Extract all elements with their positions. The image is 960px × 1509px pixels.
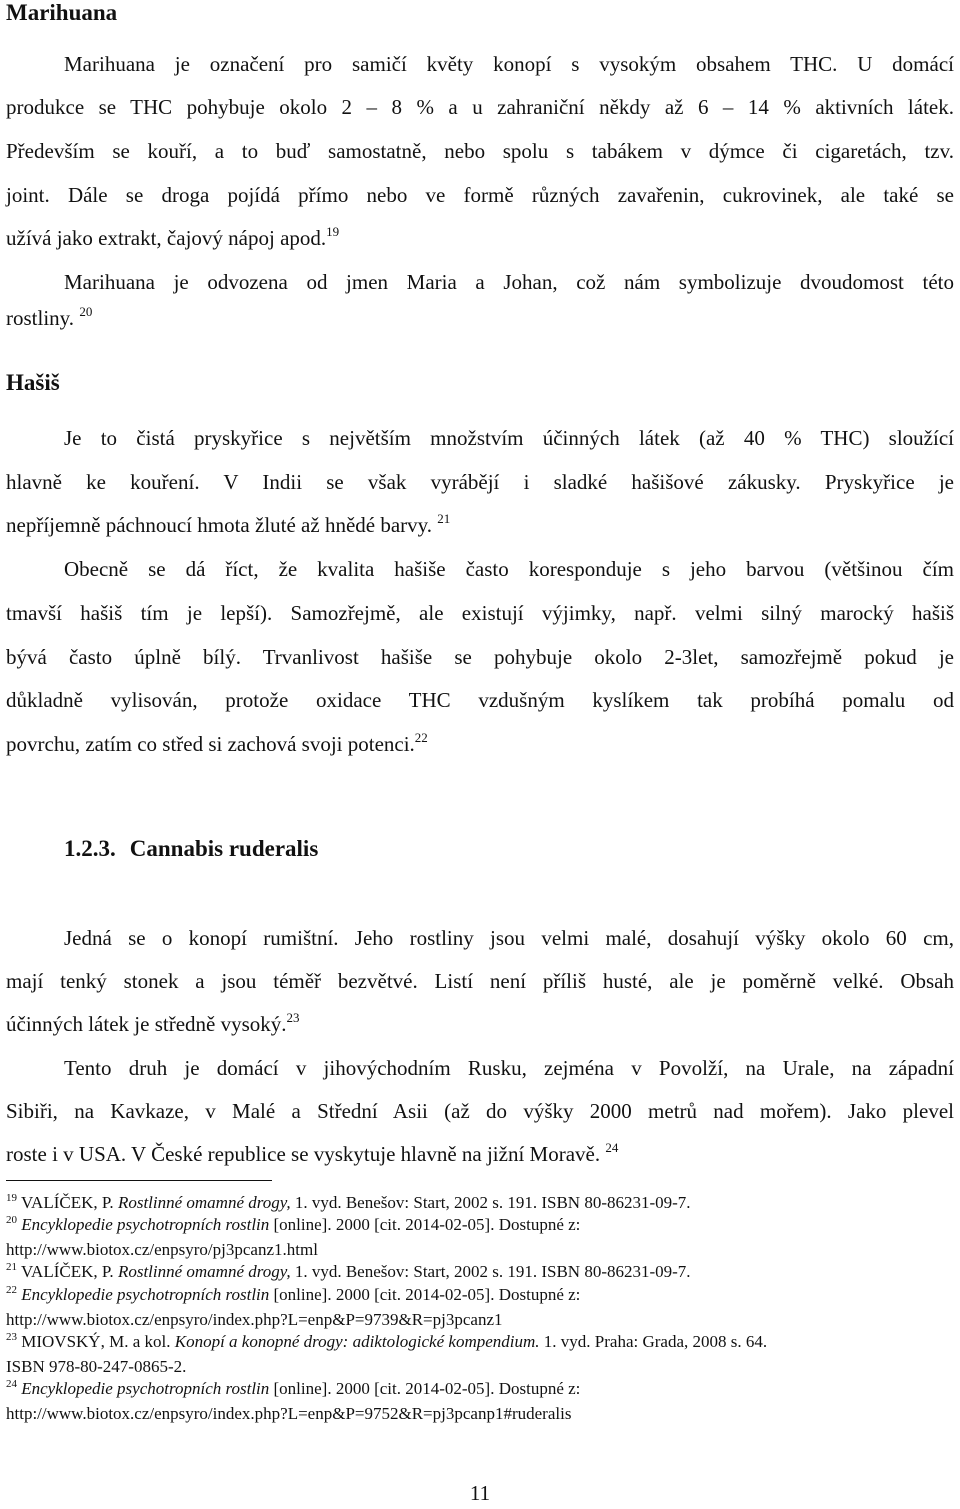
paragraph-line: povrchu, zatím co střed si zachová svoji potenci.$^{22}$ xyxy=(6,730,428,756)
footnote: $^{20}$ Encyklopedie psychotropních rostlin [online]. 2000 [cit. 2014-02-05]. Dostupné z: xyxy=(6,1214,581,1234)
footnote-url[interactable]: http://www.biotox.cz/enpsyro/index.php?L=enp&P=9752&R=pj3pcanp1#ruderalis xyxy=(6,1404,572,1423)
paragraph-line: bývá často úplně bílý. Trvanlivost hašiše se pohybuje okolo 2-3let, samozřejmě pokud je xyxy=(6,645,954,669)
paragraph-line: produkce se THC pohybuje okolo 2 – 8 % a u zahraniční někdy až 6 – 14 % aktivních látek. xyxy=(6,95,954,119)
footnote: $^{22}$ Encyklopedie psychotropních rostlin [online]. 2000 [cit. 2014-02-05]. Dostupné z: xyxy=(6,1284,581,1304)
footnote-separator xyxy=(6,1180,272,1181)
paragraph-line: Marihuana je odvozena od jmen Maria a Johan, což nám symbolizuje dvoudomost této xyxy=(64,270,954,294)
paragraph-line: Obecně se dá říct, že kvalita hašiše často koresponduje s jeho barvou (většinou čím xyxy=(64,557,954,581)
paragraph-line: joint. Dále se droga pojídá přímo nebo ve formě různých zavařenin, cukrovinek, ale také se xyxy=(6,183,954,207)
section-number: 1.2.3. xyxy=(64,836,116,861)
paragraph-line: tmavší hašiš tím je lepší). Samozřejmě, ale existují výjimky, např. velmi silný marocký hašiš xyxy=(6,601,954,625)
paragraph-line: Je to čistá pryskyřice s největším množstvím účinných látek (až 40 % THC) sloužící xyxy=(64,426,954,450)
section-heading-hasis: Hašiš xyxy=(6,370,60,395)
paragraph-line: účinných látek je středně vysoký.$^{23}$ xyxy=(6,1010,300,1036)
footnote-ref: 19 xyxy=(326,224,340,239)
footnote-ref: 21 xyxy=(437,511,451,526)
paragraph-line: Především se kouří, a to buď samostatně, nebo spolu s tabákem v dýmce či cigaretách, tzv. xyxy=(6,139,954,163)
paragraph-line: Marihuana je označení pro samičí květy konopí s vysokým obsahem THC. U domácí xyxy=(64,52,954,76)
paragraph-line: rostliny. $^{20}$ xyxy=(6,304,93,330)
page-number: 11 xyxy=(469,1481,491,1505)
paragraph-line: Sibiři, na Kavkaze, v Malé a Střední Asii (až do výšky 2000 metrů nad mořem). Jako plevel xyxy=(6,1099,954,1123)
footnote: $^{23}$ MIOVSKÝ, M. a kol. Konopí a konopné drogy: adiktologické kompendium. 1. vyd. Praha: Grada, 2008 s. 64. xyxy=(6,1331,768,1351)
footnote-url[interactable]: http://www.biotox.cz/enpsyro/pj3pcanz1.html xyxy=(6,1240,318,1259)
footnote: $^{24}$ Encyklopedie psychotropních rostlin [online]. 2000 [cit. 2014-02-05]. Dostupné z: xyxy=(6,1378,581,1398)
section-heading-marihuana: Marihuana xyxy=(6,0,118,25)
paragraph-line: nepříjemně páchnoucí hmota žluté až hnědé barvy. $^{21}$ xyxy=(6,511,451,537)
section-title: Cannabis ruderalis xyxy=(129,836,319,861)
footnote-ref: 23 xyxy=(286,1010,300,1025)
paragraph-line: Jedná se o konopí rumištní. Jeho rostliny jsou velmi malé, dosahují výšky okolo 60 cm, xyxy=(64,926,954,950)
paragraph-line: užívá jako extrakt, čajový nápoj apod.$^{19}$ xyxy=(6,224,340,250)
footnote: $^{19}$ VALÍČEK, P. Rostlinné omamné drogy, 1. vyd. Benešov: Start, 2002 s. 191. ISBN 80-86231-09-7. xyxy=(6,1192,691,1212)
footnote-continuation: ISBN 978-80-247-0865-2. xyxy=(6,1357,187,1376)
footnote-ref: 24 xyxy=(605,1140,619,1155)
footnote-url[interactable]: http://www.biotox.cz/enpsyro/index.php?L=enp&P=9739&R=pj3pcanz1 xyxy=(6,1310,503,1329)
footnote-ref: 22 xyxy=(414,730,428,745)
paragraph-line: Tento druh je domácí v jihovýchodním Rusku, zejména v Povolží, na Urale, na západní xyxy=(64,1056,954,1080)
paragraph-line: mají tenký stonek a jsou téměř bezvětvé. Listí není příliš husté, ale je poměrně velké. Obsah xyxy=(6,969,954,993)
paragraph-line: hlavně ke kouření. V Indii se však vyrábějí i sladké hašišové zákusky. Pryskyřice je xyxy=(6,470,954,494)
footnote: $^{21}$ VALÍČEK, P. Rostlinné omamné drogy, 1. vyd. Benešov: Start, 2002 s. 191. ISBN 80-86231-09-7. xyxy=(6,1261,691,1281)
section-heading-ruderalis xyxy=(64,836,318,862)
paragraph-line: roste i v USA. V České republice se vyskytuje hlavně na jižní Moravě. $^{24}$ xyxy=(6,1140,619,1166)
paragraph-line: důkladně vylisován, protože oxidace THC vzdušným kyslíkem tak probíhá pomalu od xyxy=(6,688,954,712)
footnote-ref: 20 xyxy=(79,304,93,319)
